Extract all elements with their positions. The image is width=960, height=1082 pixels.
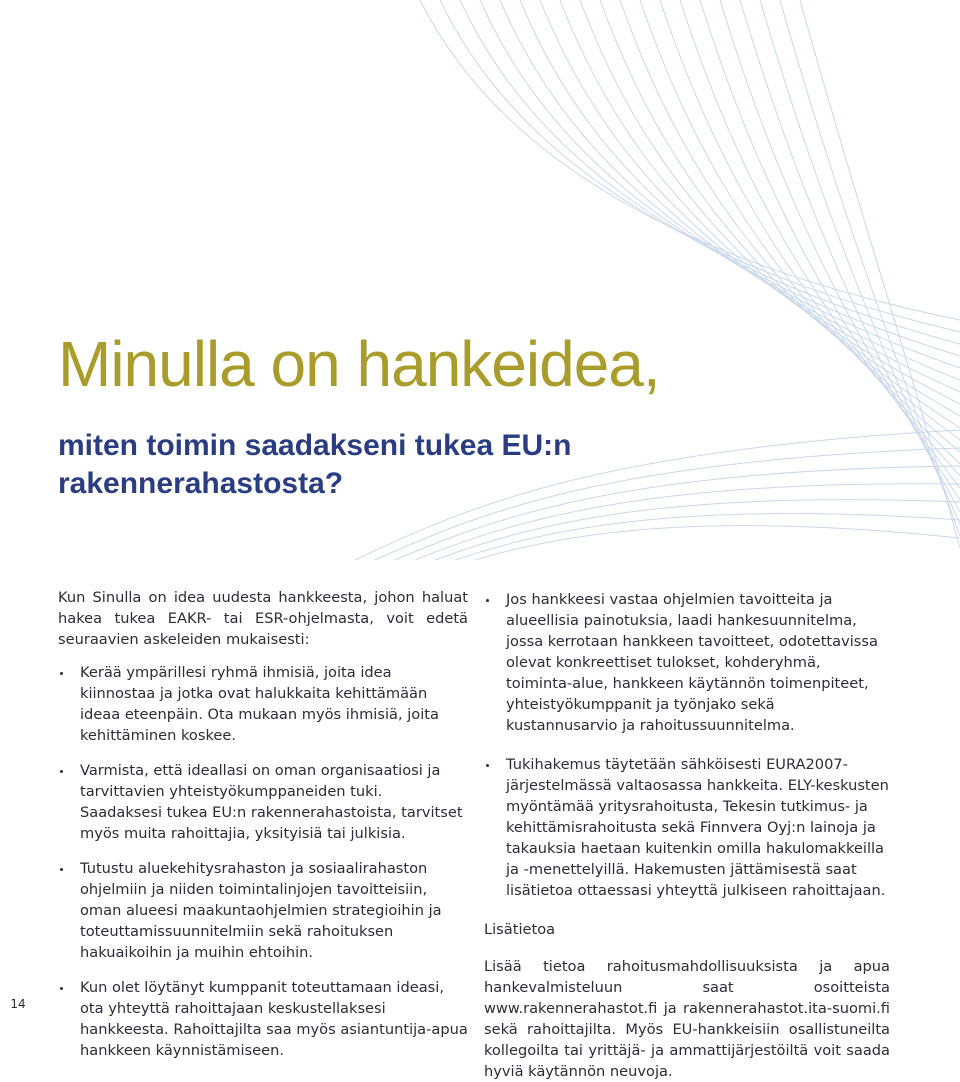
- list-item: Kerää ympärillesi ryhmä ihmisiä, joita idea kiinnostaa ja jotka ovat halukkaita kehittämään ideaa eteenpäin. Ota mukaan myös ihmisiä, joita kehittäminen koskee.: [58, 662, 468, 746]
- list-item: Tukihakemus täytetään sähköisesti EURA2007-järjestelmässä valtaosassa hankkeita. ELY-keskusten myöntämää yritysrahoitusta, Tekesin tutkimus- ja kehittämisrahoitusta sekä Finnvera Oyj:n lainoja ja takauksia haetaan kuitenkin omilla hakulomakkeilla ja -menettelyillä. Hakemusten jättämisestä saat lisätietoa ottaessasi yhteyttä julkiseen rahoittajaan.: [484, 754, 890, 901]
- list-item: Tutustu aluekehitysrahaston ja sosiaalirahaston ohjelmiin ja niiden toimintalinjojen tavoitteisiin, oman alueesi maakuntaohjelmien strategioihin ja toteuttamissuunnitelmiin sekä rahoituksen hakuaikoihin ja muihin ehtoihin.: [58, 858, 468, 963]
- list-item: Jos hankkeesi vastaa ohjelmien tavoitteita ja alueellisia painotuksia, laadi hankesuunnitelma, jossa kerrotaan hankkeen tavoitteet, odotettavissa olevat konkreettiset tulokset, kohderyhmä, toiminta-alue, hankkeen käytännön toimenpiteet, yhteistyökumppanit ja työnjako sekä kustannusarvio ja rahoitussuunnitelma.: [484, 589, 890, 736]
- page-subtitle: miten toimin saadakseni tukea EU:n rakennerahastosta?: [58, 429, 572, 500]
- left-column: [58, 587, 468, 1075]
- left-bullet-list: [58, 662, 468, 1061]
- list-item: Kun olet löytänyt kumppanit toteuttamaan ideasi, ota yhteyttä rahoittajaan keskustellaksesi hankkeesta. Rahoittajilta saa myös asiantuntija-apua hankkeen käynnistämiseen.: [58, 977, 468, 1061]
- intro-paragraph: Kun Sinulla on idea uudesta hankkeesta, johon haluat hakea tukea EAKR- tai ESR-ohjelmasta, voit edetä seuraavien askeleiden mukaisesti:: [58, 589, 468, 648]
- page-number: 14: [10, 997, 26, 1011]
- page-title: Minulla on hankeidea,: [58, 328, 660, 400]
- list-item: Varmista, että ideallasi on oman organisaatiosi ja tarvittavien yhteistyökumppaneiden tuki. Saadaksesi tukea EU:n rakennerahastoista, tarvitset myös muita rahoittajia, yksityisiä tai julkisia.: [58, 760, 468, 844]
- right-column: [484, 589, 890, 1082]
- info-paragraph: Lisää tietoa rahoitusmahdollisuuksista ja apua hankevalmisteluun saat osoitteista www.rakennerahastot.fi ja rakennerahastot.ita-suomi.fi sekä rahoittajilta. Myös EU-hankkeisiin osallistuneilta kollegoilta tai yrittäjä- ja ammattijärjestöiltä voit saada hyviä käytännön neuvoja.: [484, 958, 890, 1080]
- info-heading: Lisätietoa: [484, 921, 556, 938]
- right-bullet-list: [484, 589, 890, 901]
